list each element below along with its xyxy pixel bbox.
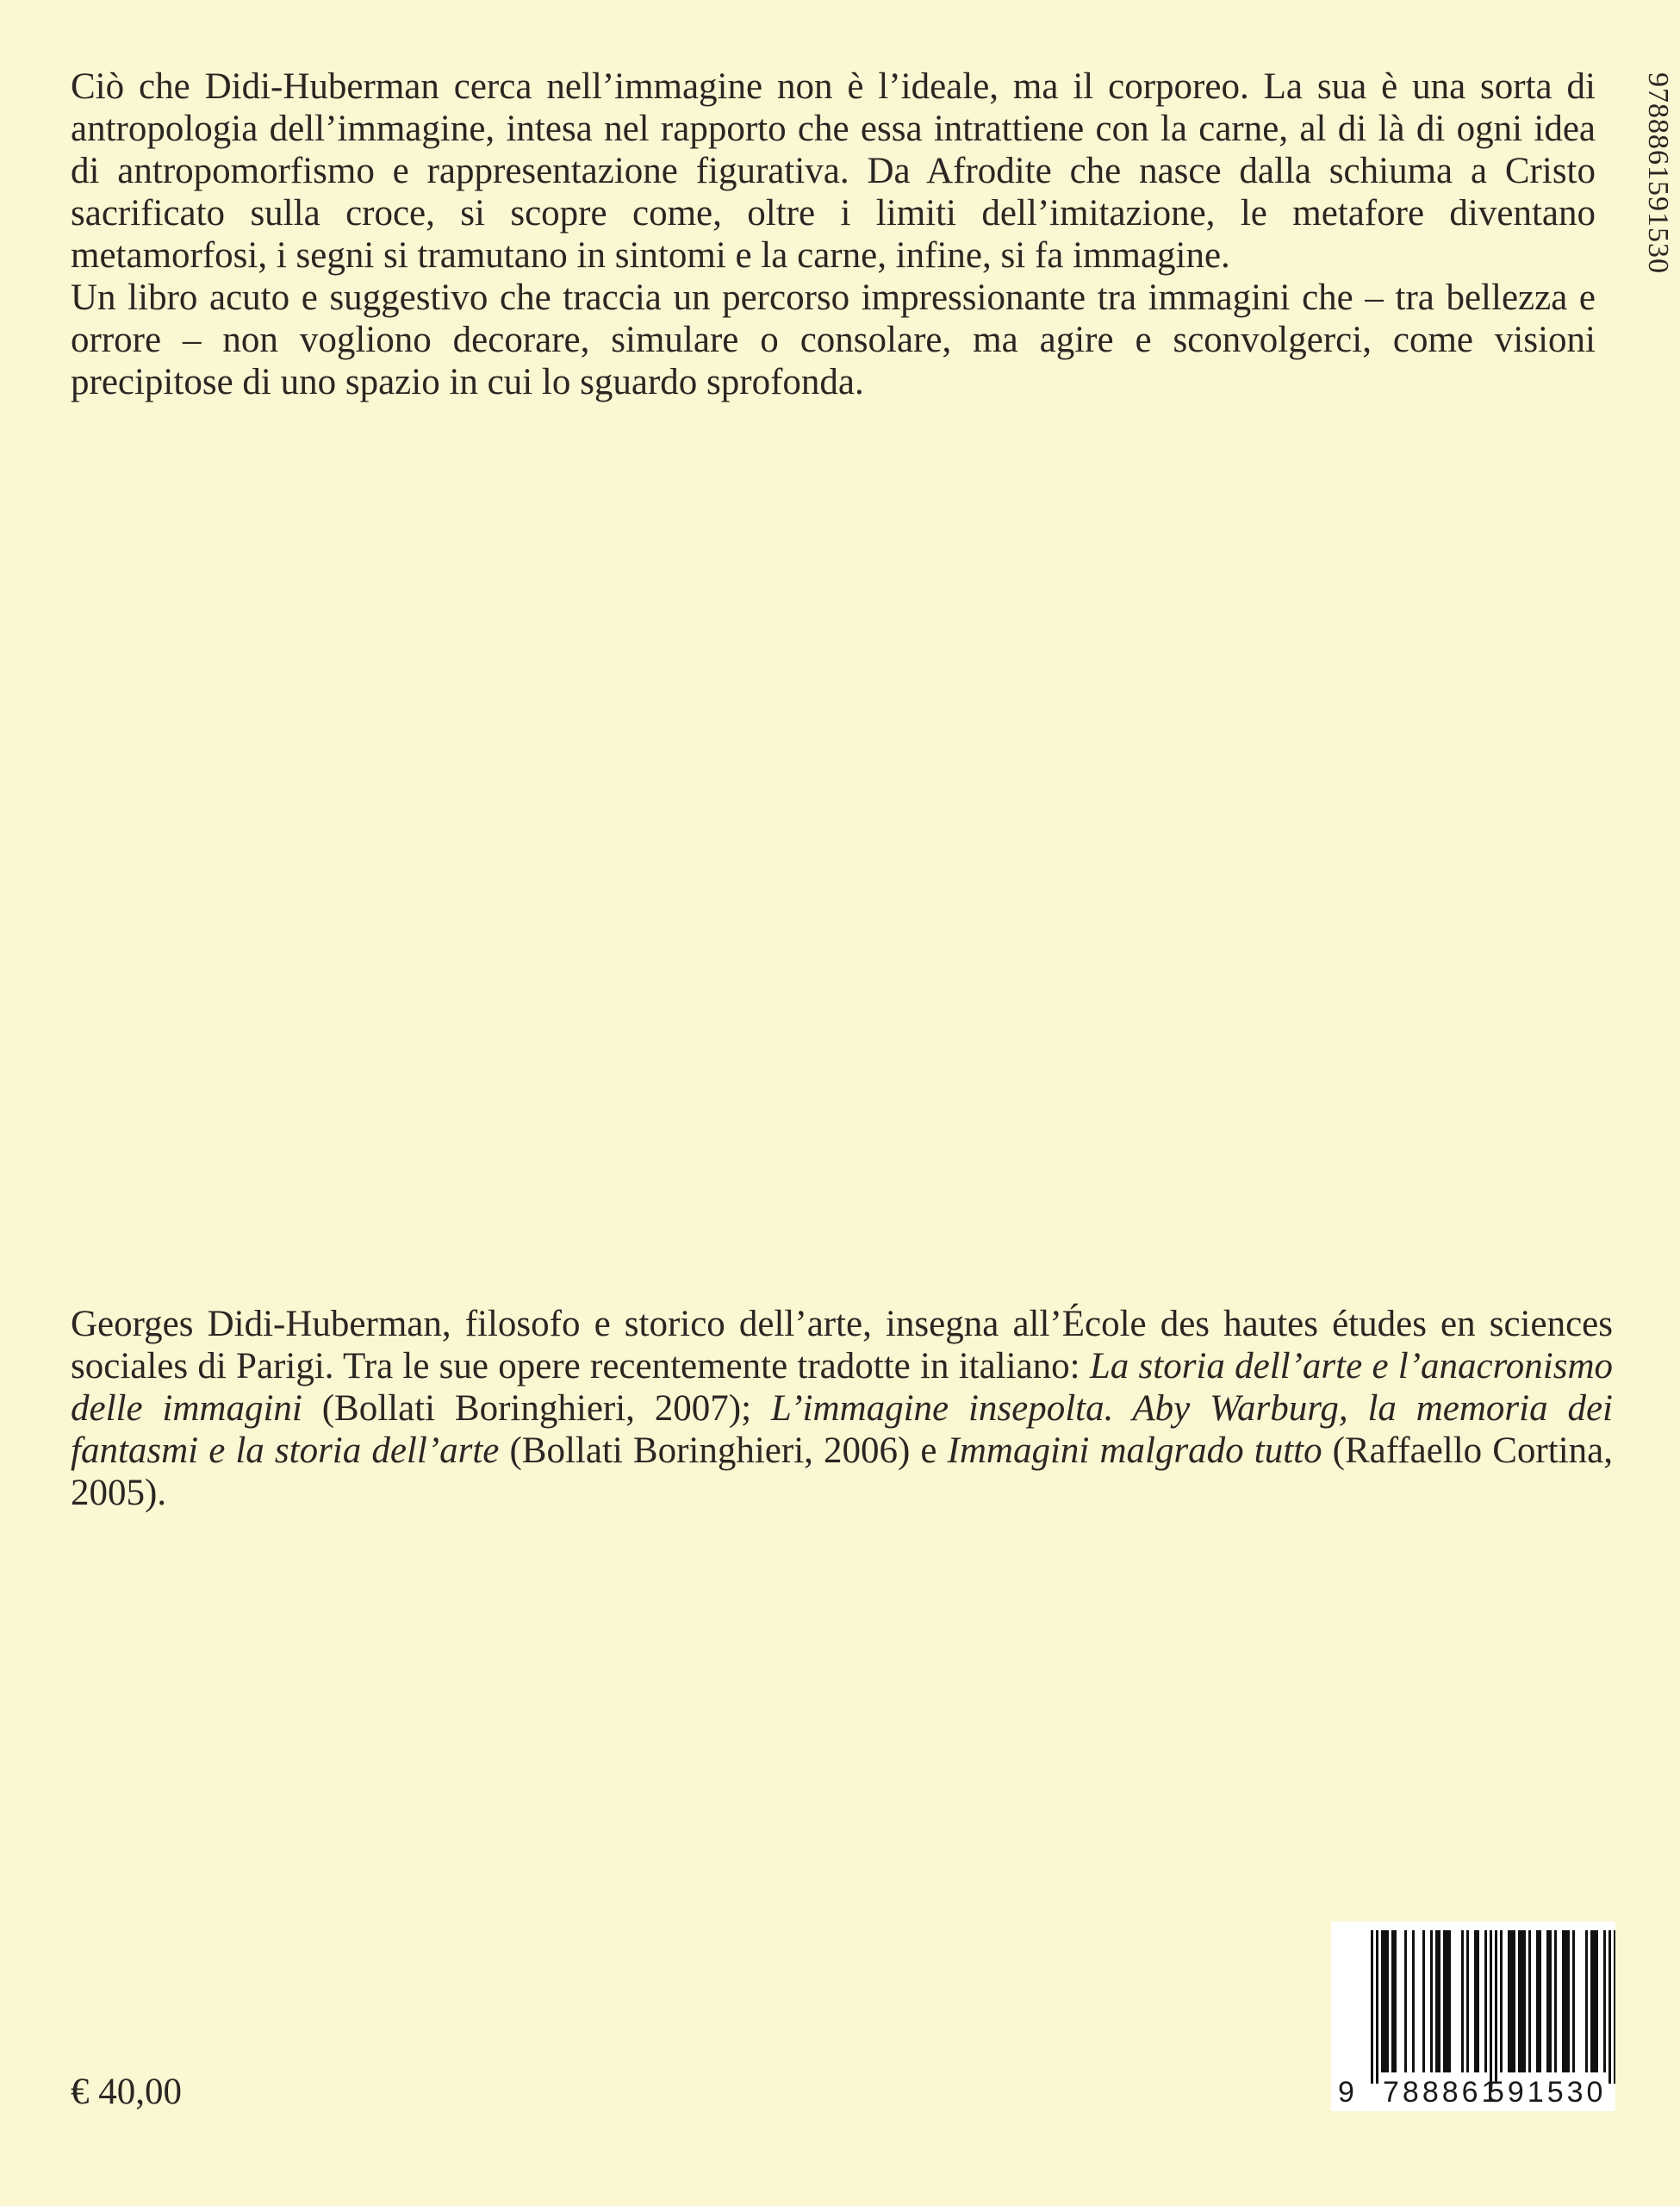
barcode-bar: [1546, 1930, 1549, 2072]
bio-title-3: Immagini malgrado tutto: [947, 1430, 1322, 1471]
barcode-guard-bar: [1614, 1930, 1615, 2084]
barcode-bar: [1386, 1930, 1389, 2072]
barcode-guard-bar: [1495, 1930, 1497, 2084]
barcode-bar: [1510, 1930, 1513, 2072]
price-label: € 40,00: [71, 2072, 182, 2112]
barcode-bar: [1384, 1930, 1386, 2072]
author-bio: [71, 1303, 1613, 1514]
blurb-paragraph-2: Un libro acuto e suggestivo che traccia un percorso impressionante tra immagini che – tra bellezza e orrore – non vogliono decorare, simulare o consolare, ma agire e sconvolgerci, come visioni precipitose di uno spazio in cui lo sguardo sprofonda.: [71, 277, 1596, 402]
bio-intro: Georges Didi-Huberman, filosofo e storico dell’arte, insegna all’École des hautes études en sciences sociales di Parigi. Tra le sue opere recentemente tradotte in italiano:: [71, 1304, 1613, 1387]
barcode-bar: [1585, 1930, 1588, 2072]
barcode-bar: [1549, 1930, 1552, 2072]
barcode-bar: [1474, 1930, 1477, 2072]
barcode-bar: [1443, 1930, 1446, 2072]
barcode-bar: [1528, 1930, 1531, 2072]
barcode-bar: [1536, 1930, 1539, 2072]
barcode-guard-bar: [1376, 1930, 1378, 2084]
barcode-bar: [1572, 1930, 1575, 2072]
barcode-guard-bar: [1608, 1930, 1611, 2084]
barcode-bar: [1477, 1930, 1479, 2072]
bio-publisher-3: (Raffaello Cortina, 2005).: [71, 1430, 1613, 1513]
barcode-bar: [1404, 1930, 1407, 2072]
bio-publisher-1: (Bollati Boringhieri, 2007);: [302, 1388, 771, 1429]
barcode-guard-bar: [1371, 1930, 1373, 2084]
barcode-bar: [1554, 1930, 1557, 2072]
barcode-bar: [1412, 1930, 1415, 2072]
barcode-bar: [1430, 1930, 1433, 2072]
barcode-group-2: 591530: [1488, 2076, 1607, 2109]
barcode-lead-digit: 9: [1338, 2076, 1354, 2109]
barcode-bar: [1521, 1930, 1523, 2072]
barcode-bar: [1603, 1930, 1606, 2072]
barcode-bar: [1593, 1930, 1596, 2072]
barcode-digits: [1331, 2075, 1615, 2109]
barcode-bar: [1590, 1930, 1593, 2072]
barcode-bar: [1461, 1930, 1464, 2072]
isbn-vertical-text: 9788861591530: [1642, 72, 1674, 274]
barcode-guard-bar: [1490, 1930, 1492, 2084]
barcode-bar: [1466, 1930, 1469, 2072]
bio-title-2: L’immagine insepolta. Aby Warburg, la memoria dei fantasmi e la storia dell’arte: [71, 1388, 1613, 1471]
barcode-bar: [1422, 1930, 1425, 2072]
barcode-bar: [1562, 1930, 1565, 2072]
barcode-bar: [1596, 1930, 1598, 2072]
barcode-group-1: 788861: [1383, 2076, 1502, 2109]
bio-title-1: La storia dell’arte e l’anacronismo delle immagini: [71, 1346, 1614, 1429]
barcode-bar: [1567, 1930, 1570, 2072]
barcode-bar: [1513, 1930, 1515, 2072]
barcode-bar: [1565, 1930, 1567, 2072]
bio-publisher-2: (Bollati Boringhieri, 2006) e: [499, 1430, 948, 1471]
barcode-bar: [1448, 1930, 1451, 2072]
barcode-bar: [1518, 1930, 1521, 2072]
book-blurb: [71, 65, 1596, 403]
barcode-bar: [1446, 1930, 1448, 2072]
barcode-bar: [1438, 1930, 1440, 2072]
barcode-bar: [1381, 1930, 1384, 2072]
blurb-paragraph-1: Ciò che Didi-Huberman cerca nell’immagine non è l’ideale, ma il corporeo. La sua è una sorta di antropologia dell’immagine, intesa nel rapporto che essa intrattiene con la carne, al di là di ogni idea di antropomorfismo e rappresentazione figurativa. Da Afrodite che nasce dalla schiuma a Cristo sacrificato sulla croce, si scopre come, oltre i limiti dell’imitazione, le metafore diventano metamorfosi, i segni si tramutano in sintomi e la carne, infine, si fa immagine.: [71, 66, 1596, 276]
barcode-bar: [1500, 1930, 1503, 2072]
barcode-bars: [1331, 1922, 1615, 2085]
barcode-bar: [1523, 1930, 1526, 2072]
barcode-bar: [1539, 1930, 1541, 2072]
barcode-bar: [1394, 1930, 1397, 2072]
barcode-bar: [1391, 1930, 1394, 2072]
barcode-bar: [1435, 1930, 1438, 2072]
isbn-barcode: [1331, 1922, 1615, 2111]
barcode-bar: [1484, 1930, 1487, 2072]
barcode-bar: [1508, 1930, 1510, 2072]
